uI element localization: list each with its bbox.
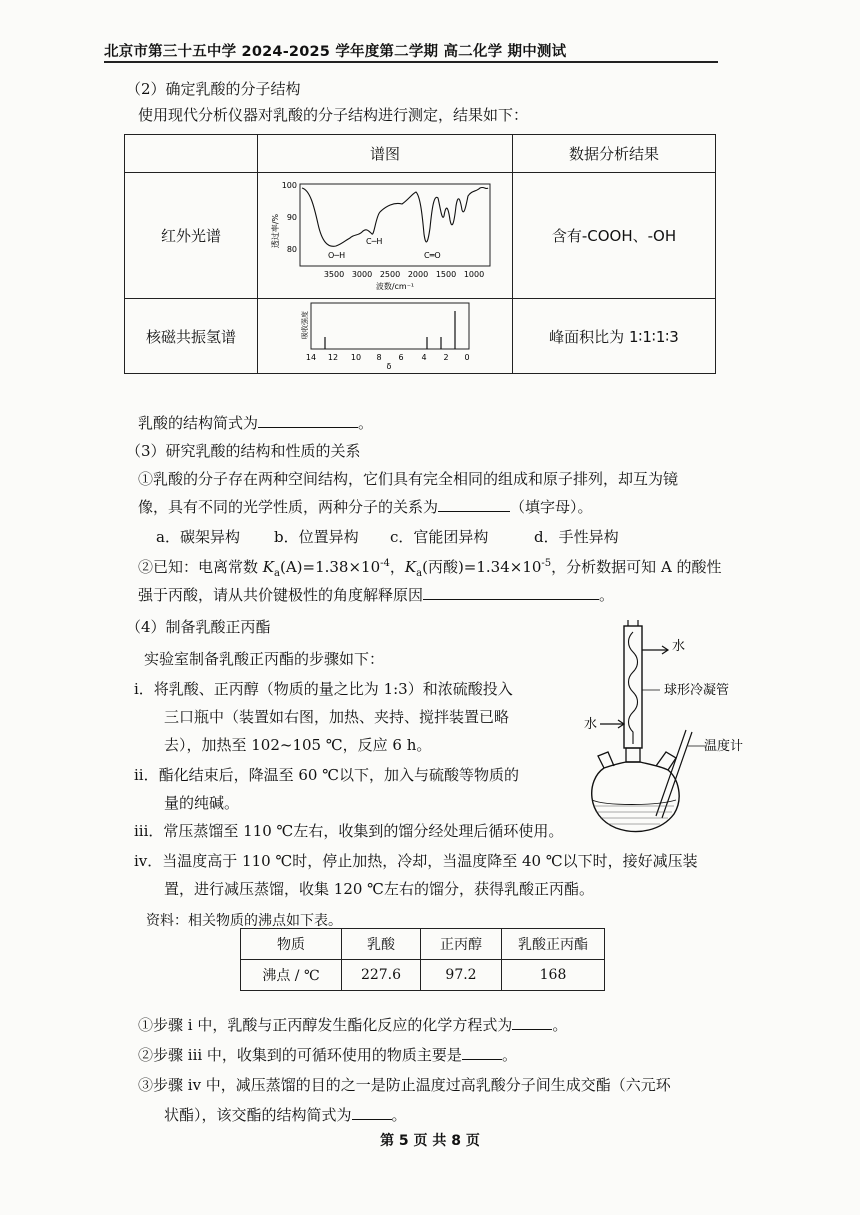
row-ir-name: 红外光谱 [125, 173, 258, 299]
ka-sub-1: a [274, 568, 280, 579]
q4-a-end: 。 [552, 1016, 568, 1034]
flask-center-neck [626, 748, 640, 762]
table-corner [125, 135, 258, 173]
label-thermometer: 温度计 [704, 739, 744, 754]
step1-line2: 三口瓶中（装置如右图，加热、夹持、搅拌装置已略 [164, 708, 510, 726]
q4-b-text: ②步骤 iii 中，收集到的可循环使用的物质主要是 [138, 1046, 462, 1064]
row-nmr-name: 核磁共振氢谱 [125, 299, 258, 374]
q3-1-answer-blank[interactable] [438, 497, 510, 512]
col-header-spectrum: 谱图 [258, 135, 513, 173]
spectra-table [124, 134, 716, 374]
label-condenser: 球形冷凝管 [664, 683, 730, 698]
q3-2-line2 [138, 584, 614, 605]
step1-line3: 去），加热至 102~105 ℃，反应 6 h。 [164, 736, 432, 754]
q3-2-line2-text: 强于丙酸，请从共价键极性的角度解释原因 [138, 586, 424, 604]
bp-header-ester: 乳酸正丙酯 [502, 929, 605, 960]
structure-question [138, 412, 373, 433]
q4-a-text: ①步骤 i 中，乳酸与正丙醇发生酯化反应的化学方程式为 [138, 1016, 513, 1034]
ir-xtick-1500: 1500 [435, 269, 457, 279]
label-water-top: 水 [672, 639, 686, 654]
nmr-spectrum-chart [295, 301, 475, 371]
ka-a-exp: -4 [380, 558, 390, 569]
q3-2-tail: ，分析数据可知 A 的酸性 [551, 558, 722, 576]
bp-value-ester: 168 [502, 960, 605, 991]
q3-1-line1: ①乳酸的分子存在两种空间结构，它们具有完全相同的组成和原子排列，却互为镜 [138, 470, 679, 488]
q3-2-lead: ②已知：电离常数 [138, 558, 263, 576]
q3-1-line2-text: 像，具有不同的光学性质，两种分子的关系为 [138, 498, 439, 516]
bp-value-propanol: 97.2 [421, 960, 502, 991]
section4-intro: 实验室制备乳酸正丙酯的步骤如下： [144, 650, 385, 668]
ka-sep: ， [389, 558, 405, 576]
ir-chart-cell [258, 173, 513, 299]
ka-symbol-2: K [404, 558, 417, 576]
step4-line2: 置，进行减压蒸馏，收集 120 ℃左右的馏分，获得乳酸正丙酯。 [164, 880, 594, 898]
nmr-xtick-0: 0 [464, 353, 470, 362]
thermometer-stem-2 [662, 732, 692, 818]
ir-spectrum-line [302, 187, 488, 246]
q3-2-line1 [138, 556, 722, 579]
ir-spectrum-chart [270, 176, 500, 296]
ir-xtick-2500: 2500 [379, 269, 401, 279]
nmr-plot-frame [311, 303, 469, 349]
section2-intro: 使用现代分析仪器对乳酸的分子结构进行测定，结果如下： [138, 106, 529, 124]
bp-header-substance: 物质 [241, 929, 342, 960]
nmr-xtick-6: 6 [398, 353, 404, 362]
q4-c-line2 [164, 1104, 407, 1125]
section4-heading: （4）制备乳酸正丙酯 [126, 618, 271, 636]
ir-xtick-2000: 2000 [407, 269, 429, 279]
ir-ytick-100: 100 [281, 180, 297, 190]
ir-ytick-80: 80 [286, 244, 297, 254]
q3-1-option-c: c．官能团异构 [390, 528, 489, 546]
row-nmr-result: 峰面积比为 1∶1∶1∶3 [513, 299, 716, 374]
bp-row-label: 沸点 / ℃ [241, 960, 342, 991]
condenser-body [624, 626, 642, 748]
label-water-side: 水 [584, 717, 598, 732]
apparatus-diagram [576, 620, 776, 840]
nmr-xtick-10: 10 [350, 353, 362, 362]
ir-label-co: C═O [424, 250, 441, 260]
q4-c-text: 状酯），该交酯的结构简式为 [164, 1106, 352, 1124]
q4-b-answer-blank[interactable] [462, 1045, 502, 1060]
ka-sub-2: a [416, 568, 423, 579]
nmr-xtick-14: 14 [305, 353, 317, 362]
q3-2-answer-blank[interactable] [423, 585, 599, 600]
ka-a-value: (A)=1.38×10 [279, 558, 381, 576]
bp-header-lactic: 乳酸 [342, 929, 421, 960]
nmr-xtick-12: 12 [327, 353, 339, 362]
section2-heading: （2）确定乳酸的分子结构 [126, 80, 301, 98]
ir-label-ch: C─H [366, 236, 383, 246]
boiling-point-table [240, 928, 605, 991]
q3-1-line2-end: （填字母）。 [510, 498, 593, 516]
page-footer: 第 5 页 共 8 页 [380, 1133, 480, 1149]
condenser-bulbs [629, 632, 638, 744]
col-header-result: 数据分析结果 [513, 135, 716, 173]
ka-propanoic-value: (丙酸)=1.34×10 [422, 558, 542, 576]
ir-label-oh: O─H [328, 250, 346, 260]
ir-xtick-3500: 3500 [323, 269, 345, 279]
q3-1-line2 [138, 496, 593, 517]
page-header: 北京市第三十五中学 2024-2025 学年度第二学期 高二化学 期中测试 [104, 44, 567, 60]
section3-heading: （3）研究乳酸的结构和性质的关系 [126, 442, 361, 460]
step2-line1: ii．酯化结束后，降温至 60 ℃以下，加入与硫酸等物质的 [134, 766, 519, 784]
ir-xtick-1000: 1000 [463, 269, 485, 279]
q3-2-end: 。 [599, 586, 615, 604]
structure-answer-blank[interactable] [258, 413, 358, 428]
bp-header-propanol: 正丙醇 [421, 929, 502, 960]
ir-xtick-3000: 3000 [351, 269, 373, 279]
ir-x-axis-title: 波数/cm⁻¹ [375, 281, 415, 291]
ir-y-axis-title: 透过率/% [271, 213, 280, 248]
structure-question-text: 乳酸的结构简式为 [138, 414, 259, 432]
structure-question-end: 。 [358, 414, 374, 432]
nmr-x-axis-title: δ [386, 362, 392, 371]
q4-c-answer-blank[interactable] [352, 1105, 392, 1120]
ir-ytick-90: 90 [286, 212, 297, 222]
three-neck-flask [592, 762, 679, 832]
q4-a-answer-blank[interactable] [512, 1015, 552, 1030]
q3-1-option-a: a．碳架异构 [156, 528, 240, 546]
nmr-xtick-8: 8 [376, 353, 382, 362]
header-rule [104, 61, 718, 63]
step1-line1: i．将乳酸、正丙醇（物质的量之比为 1:3）和浓硫酸投入 [134, 680, 513, 698]
nmr-y-axis-title: 吸收强度 [301, 311, 309, 339]
nmr-xtick-4: 4 [421, 353, 427, 362]
row-ir-result: 含有-COOH、-OH [513, 173, 716, 299]
step4-line1: iv．当温度高于 110 ℃时，停止加热，冷却，当温度降至 40 ℃以下时，接好减压装 [134, 852, 698, 870]
flask-liquid-hatch [594, 806, 674, 824]
bp-value-lactic: 227.6 [342, 960, 421, 991]
nmr-chart-cell [258, 299, 513, 374]
ka-symbol-1: K [262, 558, 274, 576]
nmr-xtick-2: 2 [443, 353, 449, 362]
step2-line2: 量的纯碱。 [164, 794, 240, 812]
q4-c-line1: ③步骤 iv 中，减压蒸馏的目的之一是防止温度过高乳酸分子间生成交酯（六元环 [138, 1076, 671, 1094]
step3: iii．常压蒸馏至 110 ℃左右，收集到的馏分经处理后循环使用。 [134, 822, 564, 840]
q3-1-option-d: d．手性异构 [534, 528, 619, 546]
q4-b [138, 1044, 517, 1065]
ka-propanoic-exp: -5 [541, 558, 552, 569]
flask-liquid-level [592, 800, 676, 805]
q3-1-option-b: b．位置异构 [274, 528, 359, 546]
q4-b-end: 。 [501, 1046, 517, 1064]
q4-c-end: 。 [391, 1106, 407, 1124]
q4-a [138, 1014, 567, 1035]
reference-label: 资料：相关物质的沸点如下表。 [146, 913, 342, 929]
